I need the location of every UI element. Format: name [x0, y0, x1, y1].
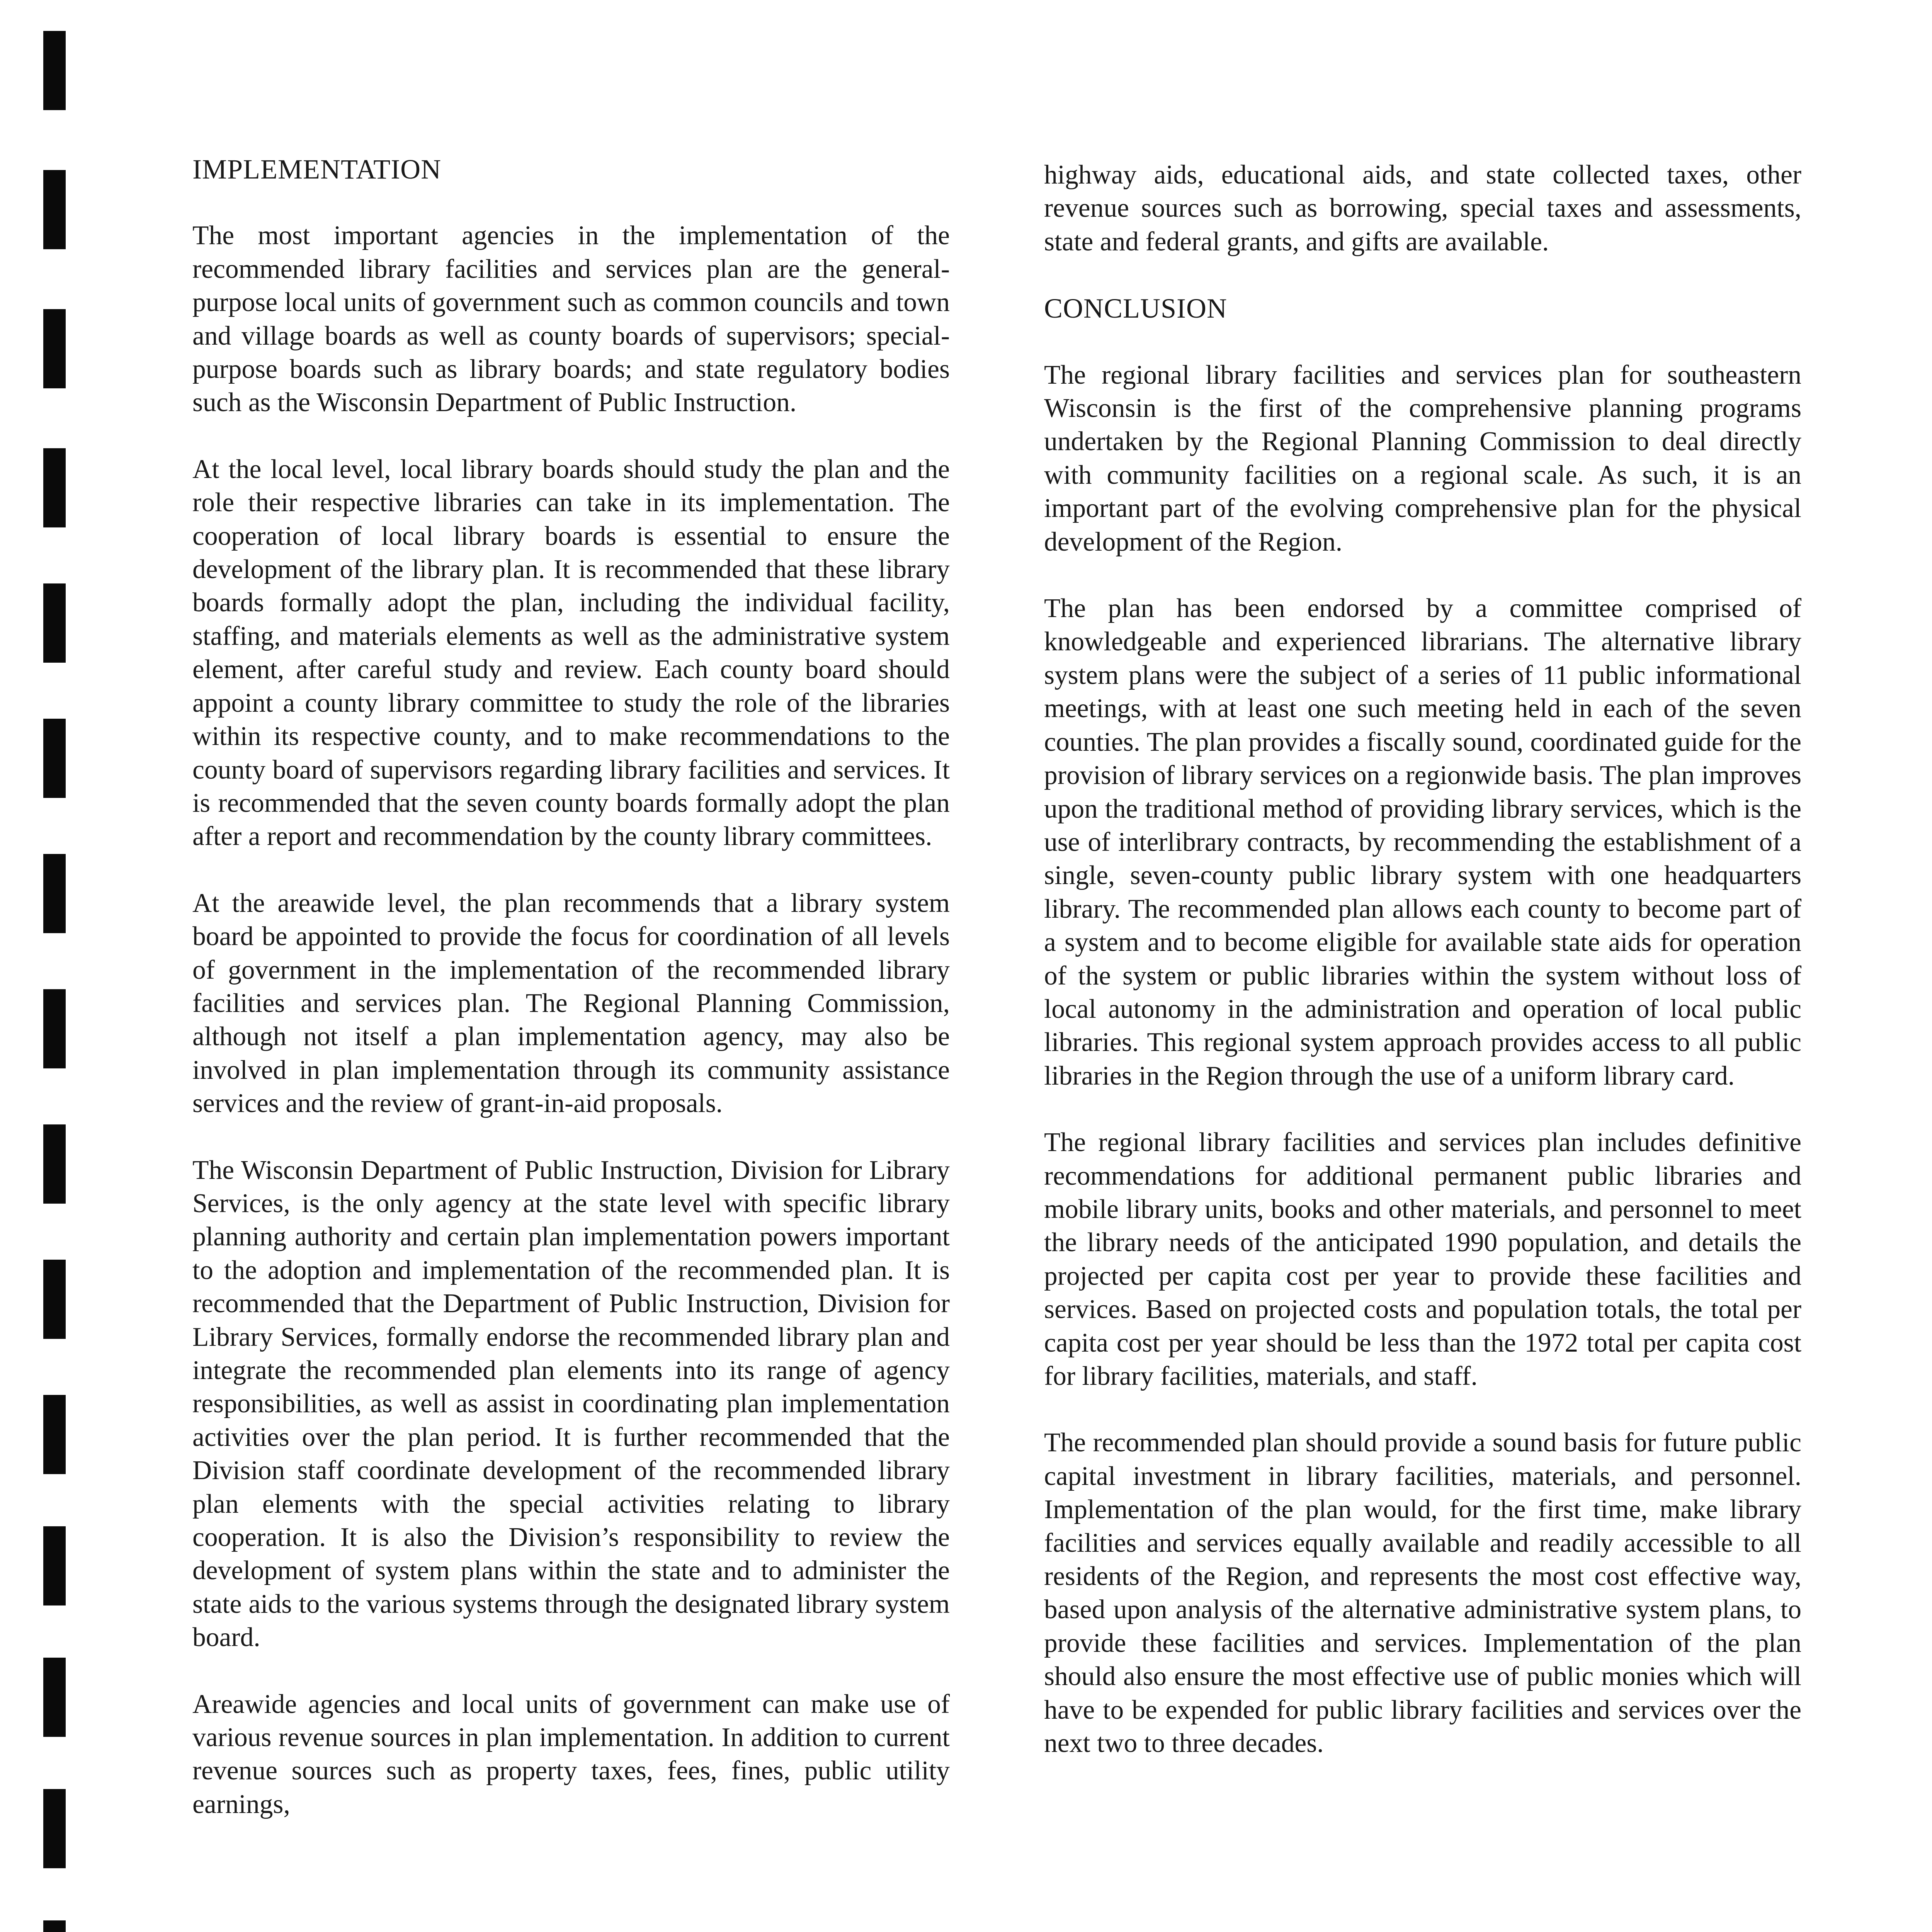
binding-mark: [43, 1260, 66, 1339]
binding-mark: [43, 448, 66, 527]
binding-mark: [43, 31, 66, 110]
binding-marks: [43, 0, 66, 1932]
binding-mark: [43, 309, 66, 388]
binding-mark: [43, 1789, 66, 1868]
section-heading-conclusion: CONCLUSION: [1044, 293, 1228, 324]
paragraph: The plan has been endorsed by a committee comprised of knowledgeable and experienced librarians. The alternative library system plans were the subject of a series of 11 public informational meetings, with at least one such meeting held in each of the seven counties. The plan provides a fiscally sound, coordinated guide for the provision of library services on a regionwide basis. The plan improves upon the traditional method of providing library services, which is the use of interlibrary contracts, by recommending the establishment of a single, seven-county public library system with one headquarters library. The recommended plan allows each county to become part of a system and to become eligible for available state aids for operation of the system or public libraries within the system without loss of local autonomy in the administration and operation of local public libraries. This regional system approach provides access to all public libraries in the Region through the use of a uniform library card.: [1044, 594, 1801, 1091]
paragraph: At the local level, local library boards should study the plan and the role their respective libraries can take in its implementation. The cooperation of local library boards is essential to ensure the development of the library plan. It is recommended that these library boards formally adopt the plan, including the individual facility, staffing, and materials elements as well as the administrative system element, after careful study and review. Each county board should appoint a county library committee to study the role of the libraries within its respective county, and to make recommendations to the county board of supervisors regarding library facilities and services. It is recommended that the seven county boards formally adopt the plan after a report and recommendation by the county library committees.: [192, 454, 950, 852]
paragraph: At the areawide level, the plan recommends that a library system board be appointed to provide the focus for coordination of all levels of government in the implementation of the recommended library facilities and services plan. The Regional Planning Commission, although not itself a plan implementation agency, may also be involved in plan implementation through its community assistance services and the review of grant-in-aid proposals.: [192, 888, 950, 1119]
paragraph: The regional library facilities and services plan for southeastern Wisconsin is the first of the comprehensive planning programs undertaken by the Regional Planning Commission to deal directly with community facilities on a regional scale. As such, it is an important part of the evolving comprehensive plan for the physical development of the Region.: [1044, 360, 1801, 557]
binding-mark: [43, 1526, 66, 1605]
binding-mark: [43, 854, 66, 933]
right-column: [1044, 158, 1801, 1793]
binding-mark: [43, 1920, 66, 1932]
binding-mark: [43, 989, 66, 1068]
paragraph: The regional library facilities and services plan includes definitive recommendations for additional permanent public libraries and mobile library units, books and other materials, and personnel to meet the library needs of the anticipated 1990 population, and details the projected per capita cost per year to provide these facilities and services. Based on projected costs and population totals, the total per capita cost per year should be less than the 1972 total per capita cost for library facilities, materials, and staff.: [1044, 1128, 1801, 1391]
paragraph: The Wisconsin Department of Public Instruction, Division for Library Services, is the only agency at the state level with specific library planning authority and certain plan implementation powers important to the adoption and implementation of the recommended plan. It is recommended that the Department of Public Instruction, Division for Library Services, formally endorse the recommended library plan and integrate the recommended plan elements into its range of agency responsibilities, as well as assist in coordinating plan implementation activities over the plan period. It is further recommended that the Division staff coordinate development of the recommended library plan elements with the special activities relating to library cooperation. It is also the Division’s responsibility to review the development of system plans within the state and to administer the state aids to the various systems through the designated library system board.: [192, 1155, 950, 1653]
left-column: [192, 153, 950, 1854]
binding-mark: [43, 1658, 66, 1737]
binding-mark: [43, 1395, 66, 1474]
binding-mark: [43, 170, 66, 249]
continued-paragraph: highway aids, educational aids, and state collected taxes, other revenue sources such as borrowing, special taxes and assessments, state and federal grants, and gifts are available.: [1044, 160, 1801, 257]
paragraph: Areawide agencies and local units of government can make use of various revenue sources in plan implementation. In addition to current revenue sources such as property taxes, fees, fines, public utility earnings,: [192, 1689, 950, 1819]
binding-mark: [43, 719, 66, 798]
paragraph: The recommended plan should provide a sound basis for future public capital investment in library facilities, materials, and personnel. Implementation of the plan would, for the first time, make library facilities and services equally available and readily accessible to all residents of the Region, and represents the most cost effective way, based upon analysis of the alternative administrative system plans, to provide these facilities and services. Implementation of the plan should also ensure the most effective use of public monies which will have to be expended for public library facilities and services over the next two to three decades.: [1044, 1428, 1801, 1759]
binding-mark: [43, 1124, 66, 1204]
binding-mark: [43, 583, 66, 663]
paragraph: The most important agencies in the implementation of the recommended library facilities and services plan are the general-purpose local units of government such as common councils and town and village boards as well as county boards of supervisors; special-purpose boards such as library boards; and state regulatory bodies such as the Wisconsin Department of Public Instruction.: [192, 221, 950, 418]
section-heading-implementation: IMPLEMENTATION: [192, 154, 442, 185]
